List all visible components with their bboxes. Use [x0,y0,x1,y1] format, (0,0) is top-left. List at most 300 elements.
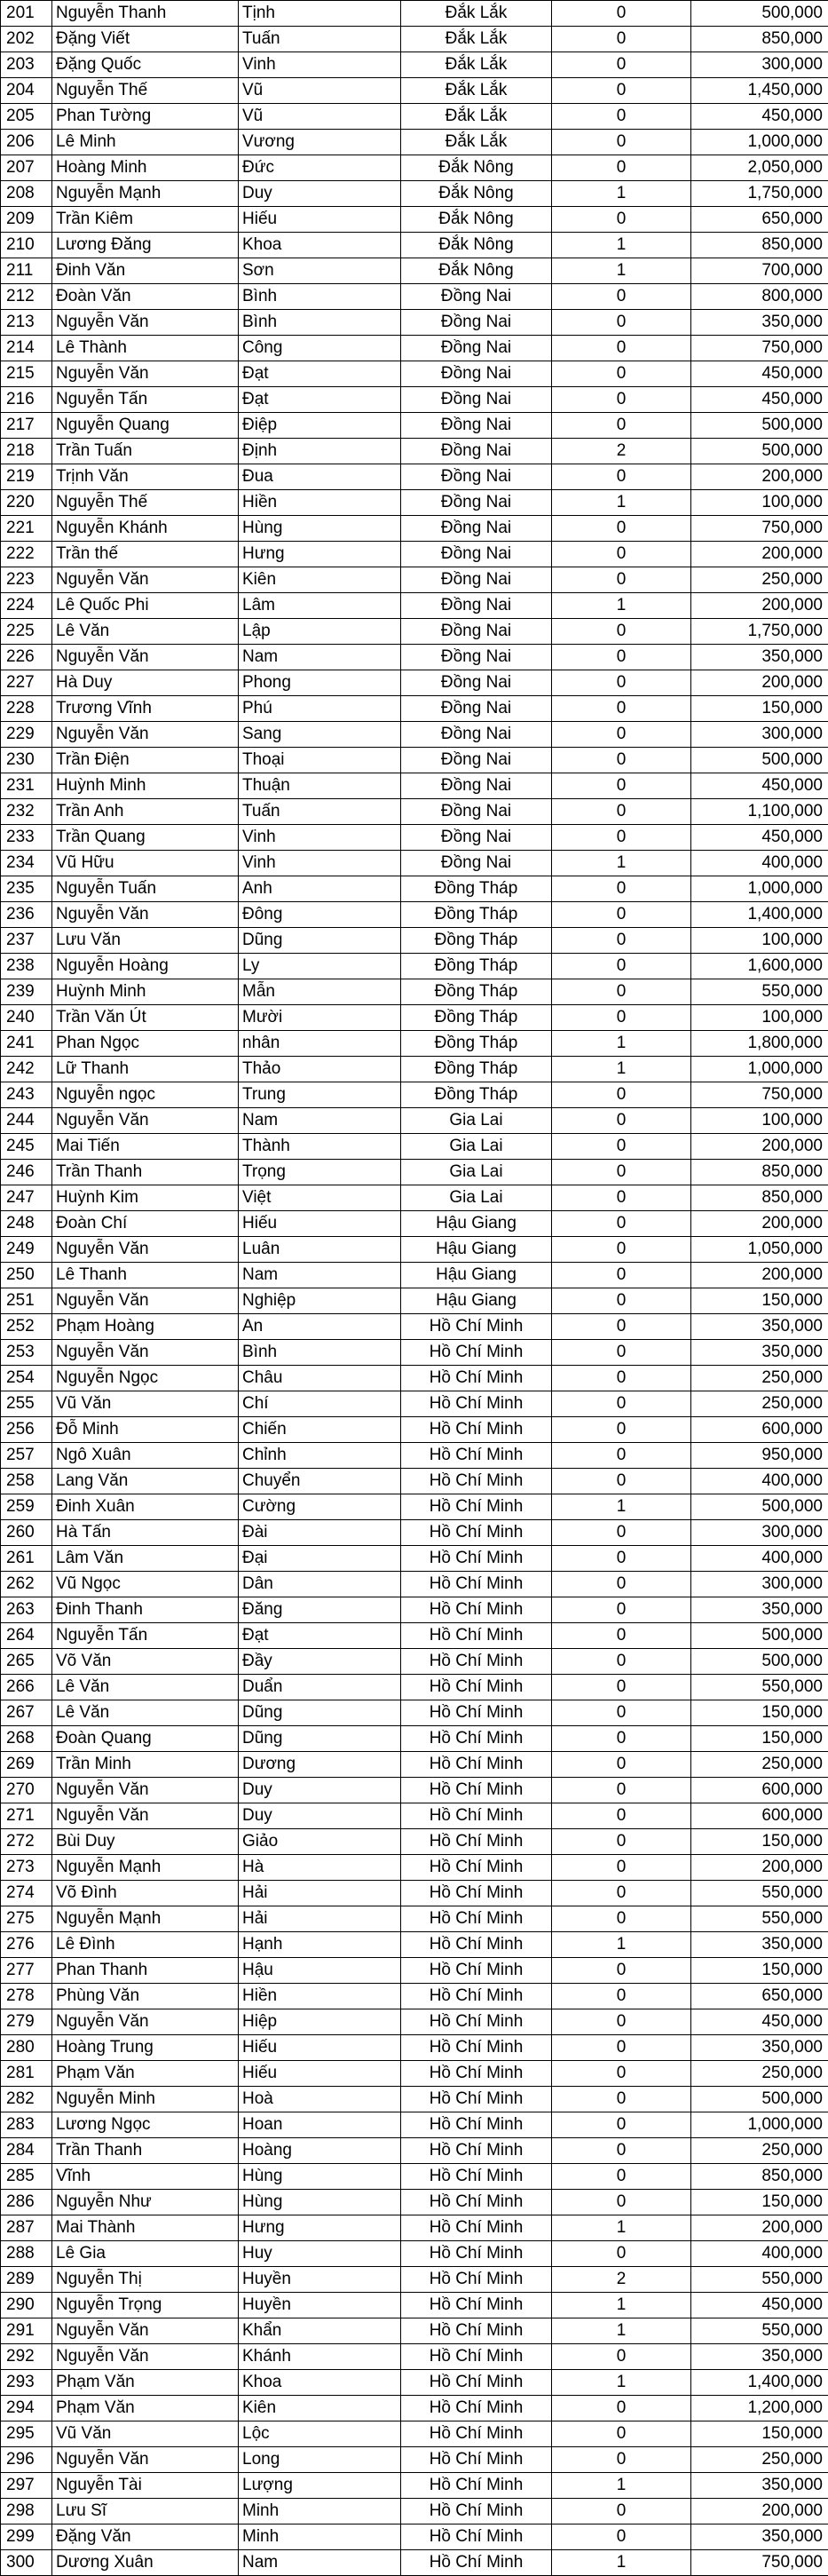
row-number-cell[interactable]: 242 [1,1057,52,1082]
province-cell[interactable]: Hồ Chí Minh [401,1597,552,1623]
province-cell[interactable]: Đồng Nai [401,567,552,593]
amount-cell[interactable]: 150,000 [691,696,828,722]
amount-cell[interactable]: 350,000 [691,1597,828,1623]
province-cell[interactable]: Đồng Tháp [401,1005,552,1031]
amount-cell[interactable]: 550,000 [691,1675,828,1700]
province-cell[interactable]: Hồ Chí Minh [401,1417,552,1443]
surname-cell[interactable]: Đoàn Chí [52,1211,239,1237]
surname-cell[interactable]: Lương Ngọc [52,2112,239,2138]
province-cell[interactable]: Đồng Nai [401,490,552,516]
given-name-cell[interactable]: Định [239,439,401,464]
count-cell[interactable]: 0 [552,902,691,928]
amount-cell[interactable]: 600,000 [691,1778,828,1803]
surname-cell[interactable]: Mai Thành [52,2215,239,2241]
province-cell[interactable]: Hồ Chí Minh [401,2061,552,2087]
row-number-cell[interactable]: 215 [1,361,52,387]
row-number-cell[interactable]: 239 [1,979,52,1005]
province-cell[interactable]: Đồng Nai [401,336,552,361]
row-number-cell[interactable]: 291 [1,2318,52,2344]
given-name-cell[interactable]: Nam [239,645,401,670]
given-name-cell[interactable]: Ly [239,954,401,979]
surname-cell[interactable]: Lâm Văn [52,1546,239,1572]
surname-cell[interactable]: Nguyễn Thị [52,2267,239,2293]
given-name-cell[interactable]: Đua [239,464,401,490]
province-cell[interactable]: Đồng Nai [401,722,552,748]
surname-cell[interactable]: Nguyễn Mạnh [52,181,239,207]
given-name-cell[interactable]: Lượng [239,2473,401,2499]
given-name-cell[interactable]: Hiếu [239,2035,401,2061]
count-cell[interactable]: 1 [552,1494,691,1520]
surname-cell[interactable]: Nguyễn Văn [52,1237,239,1263]
row-number-cell[interactable]: 286 [1,2190,52,2215]
surname-cell[interactable]: Lang Văn [52,1469,239,1494]
count-cell[interactable]: 0 [552,2061,691,2087]
row-number-cell[interactable]: 280 [1,2035,52,2061]
given-name-cell[interactable]: Anh [239,876,401,902]
surname-cell[interactable]: Nguyễn Văn [52,1340,239,1366]
amount-cell[interactable]: 450,000 [691,2009,828,2035]
province-cell[interactable]: Hồ Chí Minh [401,2190,552,2215]
row-number-cell[interactable]: 293 [1,2370,52,2396]
row-number-cell[interactable]: 229 [1,722,52,748]
given-name-cell[interactable]: Duy [239,1803,401,1829]
surname-cell[interactable]: Trần Thanh [52,1160,239,1185]
amount-cell[interactable]: 500,000 [691,2087,828,2112]
amount-cell[interactable]: 1,000,000 [691,130,828,155]
amount-cell[interactable]: 350,000 [691,1314,828,1340]
province-cell[interactable]: Đồng Nai [401,361,552,387]
given-name-cell[interactable]: Minh [239,2499,401,2524]
surname-cell[interactable]: Võ Đình [52,1881,239,1906]
row-number-cell[interactable]: 295 [1,2421,52,2447]
count-cell[interactable]: 1 [552,2473,691,2499]
surname-cell[interactable]: Đặng Quốc [52,52,239,78]
province-cell[interactable]: Hồ Chí Minh [401,2035,552,2061]
amount-cell[interactable]: 250,000 [691,1366,828,1391]
amount-cell[interactable]: 1,600,000 [691,954,828,979]
surname-cell[interactable]: Lương Đăng [52,233,239,258]
amount-cell[interactable]: 550,000 [691,1881,828,1906]
province-cell[interactable]: Hồ Chí Minh [401,1726,552,1752]
row-number-cell[interactable]: 231 [1,773,52,799]
given-name-cell[interactable]: Hậu [239,1958,401,1984]
surname-cell[interactable]: Trần thế [52,542,239,567]
amount-cell[interactable]: 1,200,000 [691,2396,828,2421]
province-cell[interactable]: Hồ Chí Minh [401,1675,552,1700]
given-name-cell[interactable]: Khánh [239,2344,401,2370]
surname-cell[interactable]: Nguyễn Văn [52,567,239,593]
amount-cell[interactable]: 1,400,000 [691,902,828,928]
amount-cell[interactable]: 200,000 [691,670,828,696]
province-cell[interactable]: Hồ Chí Minh [401,1649,552,1675]
amount-cell[interactable]: 800,000 [691,284,828,310]
row-number-cell[interactable]: 220 [1,490,52,516]
amount-cell[interactable]: 450,000 [691,773,828,799]
surname-cell[interactable]: Đinh Thanh [52,1597,239,1623]
surname-cell[interactable]: Lê Minh [52,130,239,155]
count-cell[interactable]: 0 [552,1237,691,1263]
amount-cell[interactable]: 850,000 [691,1185,828,1211]
surname-cell[interactable]: Nguyễn Văn [52,2344,239,2370]
row-number-cell[interactable]: 282 [1,2087,52,2112]
surname-cell[interactable]: Hoàng Minh [52,155,239,181]
row-number-cell[interactable]: 225 [1,619,52,645]
given-name-cell[interactable]: Việt [239,1185,401,1211]
count-cell[interactable]: 1 [552,2293,691,2318]
surname-cell[interactable]: Đinh Văn [52,258,239,284]
given-name-cell[interactable]: Dũng [239,928,401,954]
count-cell[interactable]: 0 [552,1,691,27]
row-number-cell[interactable]: 243 [1,1082,52,1108]
province-cell[interactable]: Đắk Nông [401,233,552,258]
given-name-cell[interactable]: Lộc [239,2421,401,2447]
province-cell[interactable]: Hồ Chí Minh [401,1932,552,1958]
given-name-cell[interactable]: Hoà [239,2087,401,2112]
amount-cell[interactable]: 500,000 [691,748,828,773]
row-number-cell[interactable]: 262 [1,1572,52,1597]
count-cell[interactable]: 0 [552,284,691,310]
amount-cell[interactable]: 450,000 [691,2293,828,2318]
given-name-cell[interactable]: Khoa [239,233,401,258]
surname-cell[interactable]: Hoàng Trung [52,2035,239,2061]
row-number-cell[interactable]: 211 [1,258,52,284]
given-name-cell[interactable]: Dũng [239,1700,401,1726]
count-cell[interactable]: 0 [552,696,691,722]
count-cell[interactable]: 0 [552,361,691,387]
amount-cell[interactable]: 350,000 [691,1932,828,1958]
surname-cell[interactable]: Nguyễn Văn [52,2009,239,2035]
province-cell[interactable]: Hồ Chí Minh [401,2421,552,2447]
given-name-cell[interactable]: Huyền [239,2267,401,2293]
count-cell[interactable]: 0 [552,1675,691,1700]
row-number-cell[interactable]: 284 [1,2138,52,2164]
given-name-cell[interactable]: Hoàng [239,2138,401,2164]
count-cell[interactable]: 2 [552,439,691,464]
amount-cell[interactable]: 1,000,000 [691,1057,828,1082]
count-cell[interactable]: 0 [552,722,691,748]
count-cell[interactable]: 0 [552,1185,691,1211]
row-number-cell[interactable]: 257 [1,1443,52,1469]
surname-cell[interactable]: Nguyễn ngọc [52,1082,239,1108]
amount-cell[interactable]: 550,000 [691,1906,828,1932]
amount-cell[interactable]: 500,000 [691,1494,828,1520]
surname-cell[interactable]: Lê Thanh [52,1263,239,1288]
row-number-cell[interactable]: 250 [1,1263,52,1288]
row-number-cell[interactable]: 212 [1,284,52,310]
province-cell[interactable]: Hồ Chí Minh [401,1958,552,1984]
surname-cell[interactable]: Hà Tấn [52,1520,239,1546]
row-number-cell[interactable]: 269 [1,1752,52,1778]
count-cell[interactable]: 0 [552,2087,691,2112]
given-name-cell[interactable]: Hiếu [239,207,401,233]
row-number-cell[interactable]: 245 [1,1134,52,1160]
given-name-cell[interactable]: Hải [239,1881,401,1906]
amount-cell[interactable]: 1,000,000 [691,2112,828,2138]
row-number-cell[interactable]: 260 [1,1520,52,1546]
row-number-cell[interactable]: 201 [1,1,52,27]
province-cell[interactable]: Đồng Nai [401,310,552,336]
row-number-cell[interactable]: 263 [1,1597,52,1623]
count-cell[interactable]: 0 [552,387,691,413]
province-cell[interactable]: Đồng Tháp [401,928,552,954]
province-cell[interactable]: Đồng Tháp [401,876,552,902]
amount-cell[interactable]: 400,000 [691,1546,828,1572]
surname-cell[interactable]: Huỳnh Kim [52,1185,239,1211]
row-number-cell[interactable]: 224 [1,593,52,619]
province-cell[interactable]: Đồng Tháp [401,954,552,979]
given-name-cell[interactable]: Hiếu [239,2061,401,2087]
row-number-cell[interactable]: 261 [1,1546,52,1572]
amount-cell[interactable]: 850,000 [691,1160,828,1185]
count-cell[interactable]: 0 [552,2499,691,2524]
row-number-cell[interactable]: 267 [1,1700,52,1726]
amount-cell[interactable]: 350,000 [691,1340,828,1366]
province-cell[interactable]: Đắk Nông [401,207,552,233]
given-name-cell[interactable]: Hưng [239,542,401,567]
row-number-cell[interactable]: 202 [1,27,52,52]
province-cell[interactable]: Gia Lai [401,1134,552,1160]
surname-cell[interactable]: Vũ Văn [52,2421,239,2447]
row-number-cell[interactable]: 275 [1,1906,52,1932]
row-number-cell[interactable]: 218 [1,439,52,464]
surname-cell[interactable]: Nguyễn Tuấn [52,876,239,902]
given-name-cell[interactable]: Đại [239,1546,401,1572]
surname-cell[interactable]: Huỳnh Minh [52,773,239,799]
surname-cell[interactable]: Trần Văn Út [52,1005,239,1031]
given-name-cell[interactable]: Hạnh [239,1932,401,1958]
count-cell[interactable]: 0 [552,1211,691,1237]
count-cell[interactable]: 1 [552,1932,691,1958]
row-number-cell[interactable]: 234 [1,851,52,876]
row-number-cell[interactable]: 287 [1,2215,52,2241]
count-cell[interactable]: 0 [552,1391,691,1417]
given-name-cell[interactable]: Phú [239,696,401,722]
amount-cell[interactable]: 100,000 [691,490,828,516]
surname-cell[interactable]: Lữ Thanh [52,1057,239,1082]
province-cell[interactable]: Hồ Chí Minh [401,2473,552,2499]
surname-cell[interactable]: Trần Tuấn [52,439,239,464]
surname-cell[interactable]: Đặng Viết [52,27,239,52]
count-cell[interactable]: 0 [552,27,691,52]
row-number-cell[interactable]: 300 [1,2550,52,2576]
province-cell[interactable]: Hồ Chí Minh [401,1700,552,1726]
row-number-cell[interactable]: 221 [1,516,52,542]
amount-cell[interactable]: 150,000 [691,1829,828,1855]
count-cell[interactable]: 0 [552,1520,691,1546]
surname-cell[interactable]: Vĩnh [52,2164,239,2190]
row-number-cell[interactable]: 232 [1,799,52,825]
amount-cell[interactable]: 200,000 [691,1263,828,1288]
surname-cell[interactable]: Phạm Văn [52,2370,239,2396]
given-name-cell[interactable]: Minh [239,2524,401,2550]
amount-cell[interactable]: 650,000 [691,1984,828,2009]
row-number-cell[interactable]: 294 [1,2396,52,2421]
surname-cell[interactable]: Phạm Văn [52,2396,239,2421]
province-cell[interactable]: Đồng Nai [401,464,552,490]
province-cell[interactable]: Hồ Chí Minh [401,2318,552,2344]
province-cell[interactable]: Hồ Chí Minh [401,1881,552,1906]
count-cell[interactable]: 1 [552,181,691,207]
province-cell[interactable]: Đồng Tháp [401,1057,552,1082]
count-cell[interactable]: 1 [552,2550,691,2576]
given-name-cell[interactable]: Long [239,2447,401,2473]
surname-cell[interactable]: Nguyễn Văn [52,1288,239,1314]
count-cell[interactable]: 0 [552,2241,691,2267]
count-cell[interactable]: 0 [552,1906,691,1932]
given-name-cell[interactable]: Nam [239,1263,401,1288]
surname-cell[interactable]: Nguyễn Văn [52,902,239,928]
row-number-cell[interactable]: 246 [1,1160,52,1185]
surname-cell[interactable]: Lê Gia [52,2241,239,2267]
amount-cell[interactable]: 2,050,000 [691,155,828,181]
province-cell[interactable]: Hậu Giang [401,1263,552,1288]
count-cell[interactable]: 0 [552,1855,691,1881]
province-cell[interactable]: Hồ Chí Minh [401,1984,552,2009]
amount-cell[interactable]: 300,000 [691,722,828,748]
given-name-cell[interactable]: Chuyển [239,1469,401,1494]
given-name-cell[interactable]: Tuấn [239,799,401,825]
count-cell[interactable]: 0 [552,52,691,78]
surname-cell[interactable]: Nguyễn Văn [52,645,239,670]
count-cell[interactable]: 0 [552,1134,691,1160]
count-cell[interactable]: 1 [552,2370,691,2396]
given-name-cell[interactable]: Bình [239,284,401,310]
count-cell[interactable]: 0 [552,2396,691,2421]
row-number-cell[interactable]: 251 [1,1288,52,1314]
count-cell[interactable]: 1 [552,2318,691,2344]
row-number-cell[interactable]: 247 [1,1185,52,1211]
surname-cell[interactable]: Dương Xuân [52,2550,239,2576]
row-number-cell[interactable]: 272 [1,1829,52,1855]
province-cell[interactable]: Hồ Chí Minh [401,1752,552,1778]
given-name-cell[interactable]: Cường [239,1494,401,1520]
row-number-cell[interactable]: 270 [1,1778,52,1803]
count-cell[interactable]: 0 [552,1649,691,1675]
surname-cell[interactable]: Trần Quang [52,825,239,851]
province-cell[interactable]: Đồng Nai [401,387,552,413]
surname-cell[interactable]: Nguyễn Như [52,2190,239,2215]
row-number-cell[interactable]: 203 [1,52,52,78]
province-cell[interactable]: Đồng Nai [401,542,552,567]
count-cell[interactable]: 0 [552,413,691,439]
surname-cell[interactable]: Nguyễn Thế [52,490,239,516]
amount-cell[interactable]: 500,000 [691,1623,828,1649]
province-cell[interactable]: Đắk Lắk [401,1,552,27]
surname-cell[interactable]: Lê Văn [52,1700,239,1726]
count-cell[interactable]: 0 [552,1160,691,1185]
amount-cell[interactable]: 750,000 [691,2550,828,2576]
amount-cell[interactable]: 400,000 [691,2241,828,2267]
amount-cell[interactable]: 200,000 [691,1855,828,1881]
given-name-cell[interactable]: Phong [239,670,401,696]
row-number-cell[interactable]: 206 [1,130,52,155]
amount-cell[interactable]: 250,000 [691,2447,828,2473]
count-cell[interactable]: 0 [552,2009,691,2035]
surname-cell[interactable]: Vũ Ngọc [52,1572,239,1597]
province-cell[interactable]: Hồ Chí Minh [401,1520,552,1546]
surname-cell[interactable]: Đỗ Minh [52,1417,239,1443]
province-cell[interactable]: Gia Lai [401,1160,552,1185]
given-name-cell[interactable]: Thành [239,1134,401,1160]
given-name-cell[interactable]: Lâm [239,593,401,619]
province-cell[interactable]: Hồ Chí Minh [401,2087,552,2112]
province-cell[interactable]: Hồ Chí Minh [401,1906,552,1932]
given-name-cell[interactable]: Kiên [239,2396,401,2421]
province-cell[interactable]: Đồng Tháp [401,979,552,1005]
surname-cell[interactable]: Nguyễn Khánh [52,516,239,542]
amount-cell[interactable]: 1,050,000 [691,1237,828,1263]
row-number-cell[interactable]: 233 [1,825,52,851]
row-number-cell[interactable]: 259 [1,1494,52,1520]
province-cell[interactable]: Đắk Nông [401,181,552,207]
count-cell[interactable]: 0 [552,1623,691,1649]
amount-cell[interactable]: 1,750,000 [691,619,828,645]
surname-cell[interactable]: Nguyễn Văn [52,1803,239,1829]
surname-cell[interactable]: Nguyễn Văn [52,310,239,336]
count-cell[interactable]: 0 [552,1700,691,1726]
province-cell[interactable]: Hồ Chí Minh [401,1469,552,1494]
given-name-cell[interactable]: Nam [239,1108,401,1134]
given-name-cell[interactable]: Tuấn [239,27,401,52]
province-cell[interactable]: Hồ Chí Minh [401,1572,552,1597]
given-name-cell[interactable]: Vương [239,130,401,155]
province-cell[interactable]: Hồ Chí Minh [401,2344,552,2370]
surname-cell[interactable]: Nguyễn Minh [52,2087,239,2112]
count-cell[interactable]: 0 [552,2035,691,2061]
given-name-cell[interactable]: Đông [239,902,401,928]
given-name-cell[interactable]: Hiệp [239,2009,401,2035]
row-number-cell[interactable]: 279 [1,2009,52,2035]
count-cell[interactable]: 1 [552,1057,691,1082]
count-cell[interactable]: 0 [552,1546,691,1572]
given-name-cell[interactable]: Châu [239,1366,401,1391]
amount-cell[interactable]: 150,000 [691,2190,828,2215]
given-name-cell[interactable]: Đức [239,155,401,181]
count-cell[interactable]: 0 [552,542,691,567]
count-cell[interactable]: 0 [552,1803,691,1829]
province-cell[interactable]: Gia Lai [401,1108,552,1134]
given-name-cell[interactable]: Thảo [239,1057,401,1082]
province-cell[interactable]: Hồ Chí Minh [401,1391,552,1417]
row-number-cell[interactable]: 273 [1,1855,52,1881]
surname-cell[interactable]: Nguyễn Tấn [52,387,239,413]
row-number-cell[interactable]: 278 [1,1984,52,2009]
given-name-cell[interactable]: Đài [239,1520,401,1546]
given-name-cell[interactable]: Vinh [239,825,401,851]
surname-cell[interactable]: Bùi Duy [52,1829,239,1855]
count-cell[interactable]: 1 [552,1031,691,1057]
amount-cell[interactable]: 100,000 [691,1005,828,1031]
province-cell[interactable]: Hồ Chí Minh [401,2293,552,2318]
amount-cell[interactable]: 200,000 [691,2499,828,2524]
row-number-cell[interactable]: 237 [1,928,52,954]
amount-cell[interactable]: 650,000 [691,207,828,233]
row-number-cell[interactable]: 226 [1,645,52,670]
province-cell[interactable]: Đồng Nai [401,696,552,722]
amount-cell[interactable]: 350,000 [691,310,828,336]
count-cell[interactable]: 0 [552,928,691,954]
count-cell[interactable]: 0 [552,773,691,799]
amount-cell[interactable]: 150,000 [691,1700,828,1726]
given-name-cell[interactable]: Nam [239,2550,401,2576]
given-name-cell[interactable]: Trọng [239,1160,401,1185]
province-cell[interactable]: Hồ Chí Minh [401,2447,552,2473]
count-cell[interactable]: 0 [552,2190,691,2215]
count-cell[interactable]: 0 [552,1005,691,1031]
province-cell[interactable]: Hồ Chí Minh [401,2112,552,2138]
row-number-cell[interactable]: 292 [1,2344,52,2370]
given-name-cell[interactable]: Đạt [239,361,401,387]
